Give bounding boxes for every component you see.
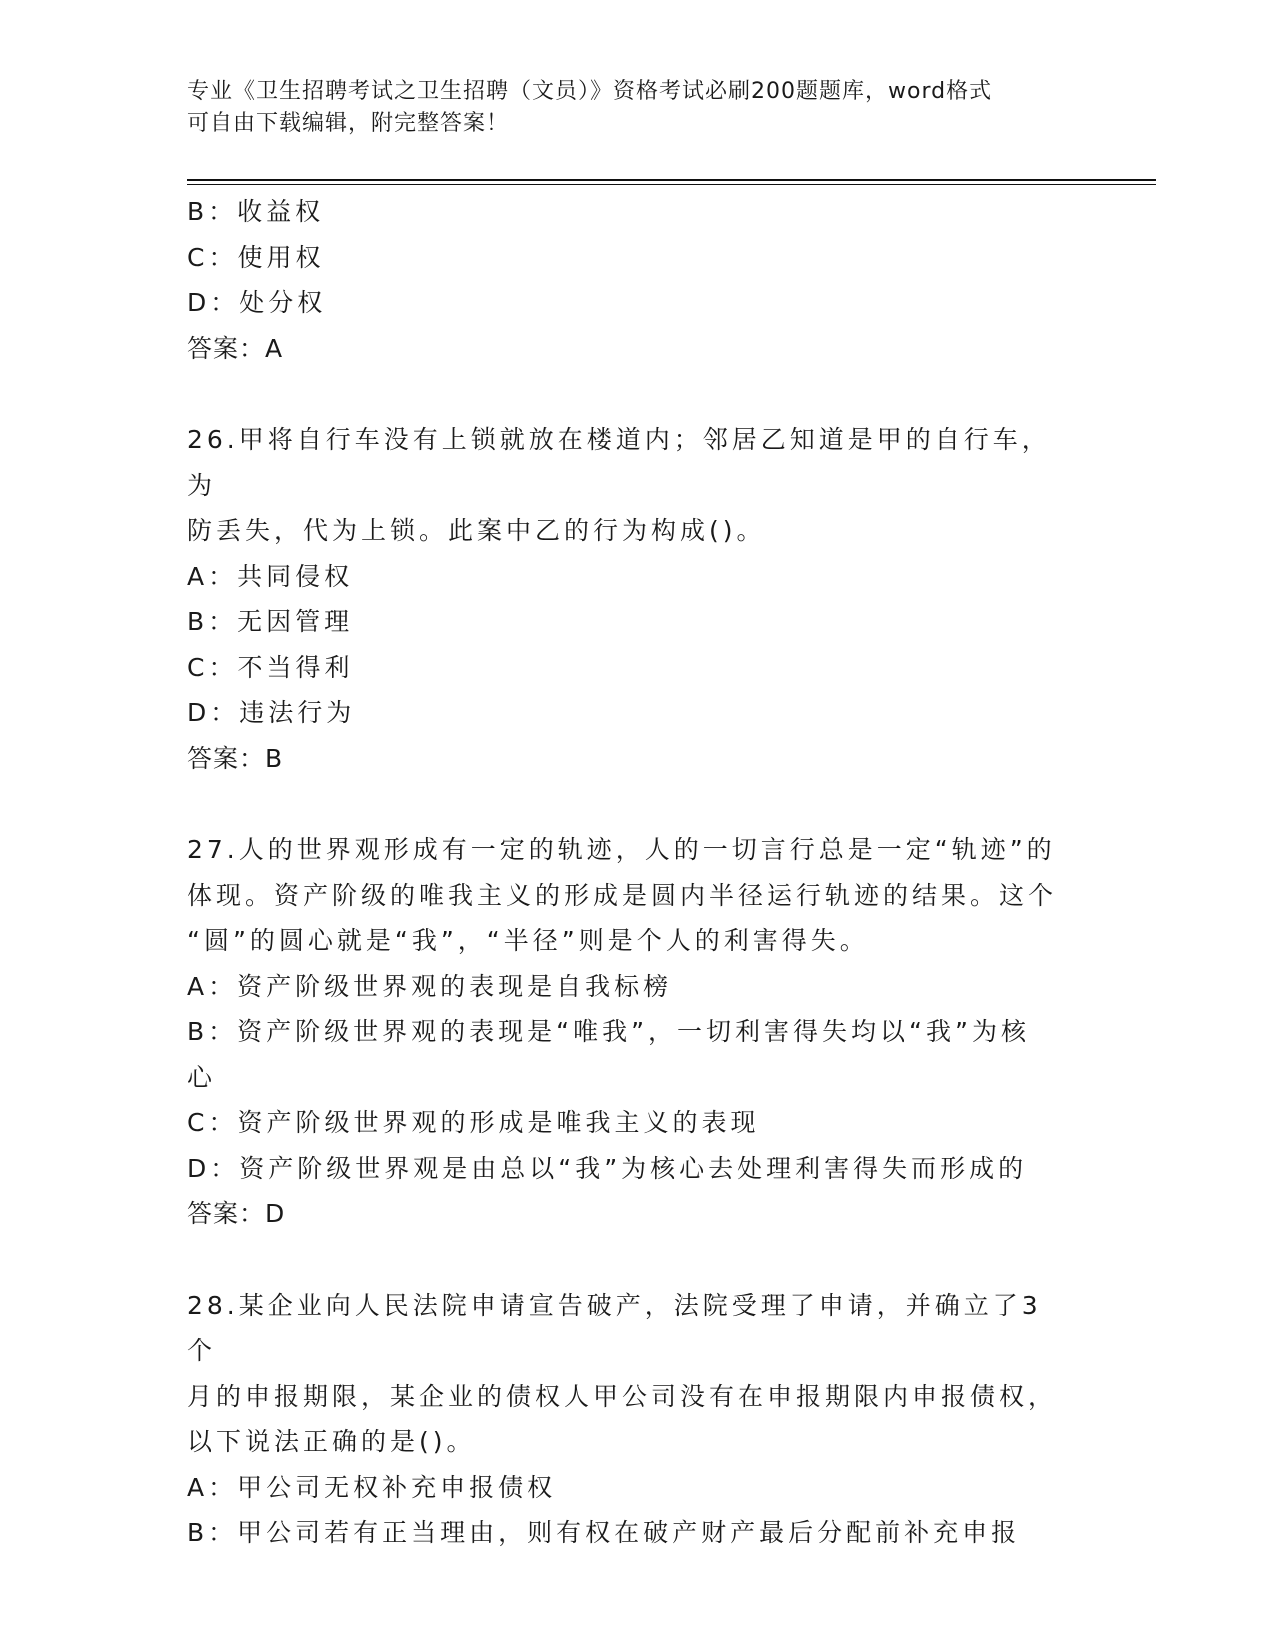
spacer xyxy=(187,1237,1067,1283)
option-d: D：违法行为 xyxy=(187,698,356,727)
option-b: B：甲公司若有正当理由，则有权在破产财产最后分配前补充申报 xyxy=(187,1518,1021,1547)
document-body xyxy=(187,189,1067,1556)
question-stem: 26.甲将自行车没有上锁就放在楼道内；邻居乙知道是甲的自行车，为 xyxy=(187,425,1051,500)
document-header xyxy=(187,76,1087,140)
header-rule-thin xyxy=(187,184,1156,185)
question-stem: 28.某企业向人民法院申请宣告破产，法院受理了申请，并确立了3个 xyxy=(187,1290,1042,1365)
question-stem: 体现。资产阶级的唯我主义的形成是圆内半径运行轨迹的结果。这个 xyxy=(187,880,1058,910)
question-stem: 以下说法正确的是()。 xyxy=(187,1427,476,1456)
answer-line: 答案：B xyxy=(187,743,284,773)
answer-line: 答案：A xyxy=(187,333,284,363)
option-b-continued: 心 xyxy=(187,1062,217,1092)
header-line-2: 可自由下载编辑，附完整答案！ xyxy=(187,111,510,136)
option-b: B：资产阶级世界观的表现是“唯我”，一切利害得失均以“我”为核 xyxy=(187,1017,1030,1046)
answer-line: 答案：D xyxy=(187,1199,286,1228)
option-a: A：甲公司无权补充申报债权 xyxy=(187,1472,557,1502)
spacer xyxy=(187,781,1067,827)
header-line-1: 专业《卫生招聘考试之卫生招聘（文员）》资格考试必刷200题题库，word格式 xyxy=(187,79,993,104)
option-c: C：使用权 xyxy=(187,242,325,272)
question-27 xyxy=(187,827,1067,1237)
question-stem: “圆”的圆心就是“我”，“半径”则是个人的利害得失。 xyxy=(187,926,869,955)
option-c: C：资产阶级世界观的形成是唯我主义的表现 xyxy=(187,1108,760,1137)
option-b: B：无因管理 xyxy=(187,607,354,636)
option-c: C：不当得利 xyxy=(187,652,354,682)
question-25-continuation xyxy=(187,189,1067,371)
header-rule-thick xyxy=(187,179,1156,181)
question-stem: 防丢失，代为上锁。此案中乙的行为构成()。 xyxy=(187,516,766,545)
question-stem: 27.人的世界观形成有一定的轨迹，人的一切言行总是一定“轨迹”的 xyxy=(187,835,1056,864)
option-d: D：处分权 xyxy=(187,288,327,317)
option-d: D：资产阶级世界观是由总以“我”为核心去处理利害得失而形成的 xyxy=(187,1153,1028,1183)
question-26 xyxy=(187,417,1067,781)
option-b: B：收益权 xyxy=(187,197,325,226)
spacer xyxy=(187,371,1067,417)
option-a: A：资产阶级世界观的表现是自我标榜 xyxy=(187,971,673,1001)
question-28 xyxy=(187,1283,1067,1556)
option-a: A：共同侵权 xyxy=(187,561,354,591)
question-stem: 月的申报期限，某企业的债权人甲公司没有在申报期限内申报债权， xyxy=(187,1381,1058,1411)
